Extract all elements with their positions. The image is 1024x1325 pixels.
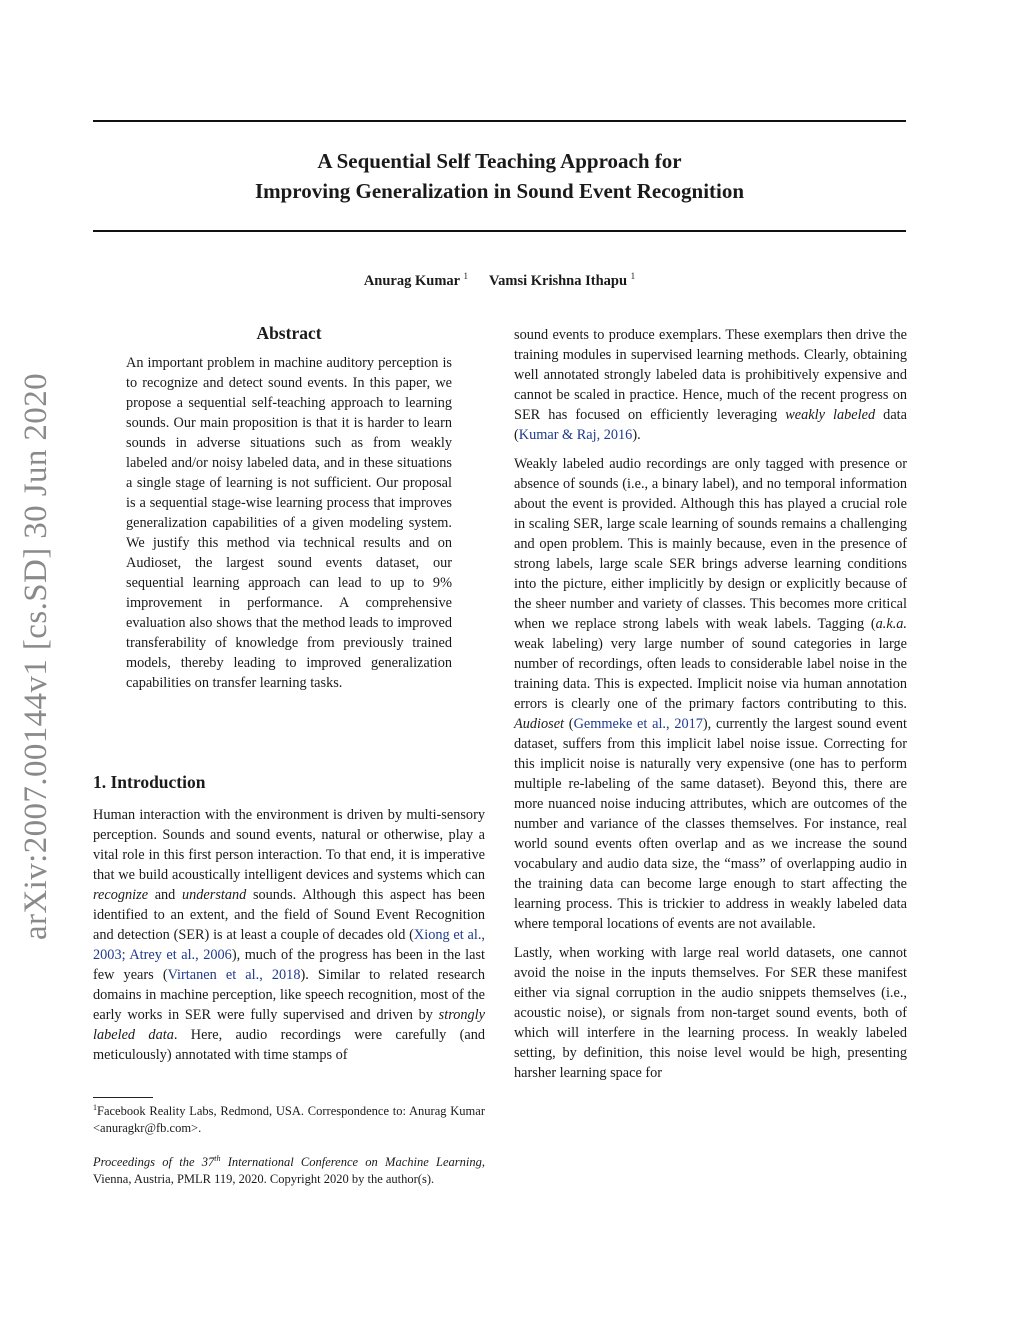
- paragraph: sound events to produce exemplars. These exemplars then drive the training modules in supervised learning methods. Clearly, obtaining well annotated strongly labeled data is prohibitively expensive and cannot be scaled in practice. Hence, much of the recent progress on SER has focused on efficiently leveraging weakly labeled data (Kumar & Raj, 2016).: [514, 327, 907, 443]
- affiliation-footnote: $^1$Facebook Reality Labs, Redmond, USA. Correspondence to: Anurag Kumar <anuragkr@fb.com>.: [93, 1103, 485, 1136]
- abstract-heading: Abstract: [256, 323, 322, 343]
- author-list: [93, 266, 906, 291]
- citation-link[interactable]: Atrey et al., 2006: [129, 947, 232, 963]
- proceedings-note: Proceedings of the 37th International Conference on Machine Learning, Vienna, Austria, PMLR 119, 2020. Copyright 2020 by the author(s).: [93, 1154, 485, 1187]
- affiliation-mark: 1: [463, 271, 468, 281]
- citation-link[interactable]: Gemmeke et al., 2017: [573, 716, 703, 732]
- introduction-body: [93, 805, 485, 1074]
- abstract-text: An important problem in machine auditory perception is to recognize and detect sound events. In this paper, we propose a sequential self-teaching approach to learning sounds. Our main proposition is that it is harder to learn sounds in adverse situations such as from weakly labeled and/or noisy labeled data, and in these situations a single stage of learning is not sufficient. Our proposal is a sequential stage-wise learning process that improves generalization capabilities of a given modeling system. We justify this method via technical results and on Audioset, the largest sound events dataset, our sequential learning approach can lead to up to 9% improvement in performance. A comprehensive evaluation also shows that the method leads to improved transferability of knowledge from previously trained models, thereby leading to improved generalization capabilities on transfer learning tasks.: [126, 355, 452, 691]
- abstract-body: [126, 353, 452, 702]
- author-name: Anurag Kumar: [363, 272, 460, 289]
- title-line-2: Improving Generalization in Sound Event Recognition: [254, 179, 745, 203]
- title-line-1: A Sequential Self Teaching Approach for: [317, 149, 682, 173]
- title-top-rule: [93, 120, 906, 122]
- paragraph: Lastly, when working with large real world datasets, one cannot avoid the noise in the inputs themselves. For SER these manifest either via signal corruption in the audio snippets themselves (i.e., acoustic noise), or signals from non-target sound events, both of which will interfere in the learning process. In weakly labeled setting, by definition, this noise level would be high, presenting harsher learning space for: [514, 945, 907, 1081]
- paragraph: Weakly labeled audio recordings are only tagged with presence or absence of sounds (i.e., a binary label), and no temporal information about the event is provided. Although this has played a crucial role in scaling SER, large scale learning of sounds remains a challenging and open problem. This is mainly because, even in the presence of strong labels, large scale SER brings adverse learning conditions into the picture, either implicitly by design or explicitly because of the sheer number and variety of classes. This becomes more critical when we replace strong labels with weak labels. Tagging (a.k.a. weak labeling) very large number of sound categories in large number of recordings, often leads to considerable label noise in the training data. This is expected. Implicit noise via human annotation errors is clearly one of the primary factors contributing to this. Audioset (Gemmeke et al., 2017), currently the largest sound event dataset, suffers from this implicit label noise issue. Correcting for this implicit noise is naturally very expensive (one has to perform multiple re-labeling of the same dataset). Beyond this, there are more nuanced noise inducing attributes, which are outcomes of the number and variance of the classes themselves. For instance, real world sound events often overlap and as we increase the sound vocabulary and audio data size, the “mass” of overlapping audio in the training data can become large enough to start affecting the learning process. This is trickier to address in weakly labeled data where temporal locations of events are not available.: [514, 456, 907, 932]
- author-name: Vamsi Krishna Ithapu: [488, 272, 628, 289]
- affiliation-mark: 1: [630, 271, 636, 281]
- right-column-body: [514, 325, 907, 1092]
- section-heading-introduction: 1. Introduction: [93, 772, 206, 792]
- title-bottom-rule: [93, 230, 906, 232]
- citation-link[interactable]: Kumar & Raj, 2016: [518, 427, 633, 443]
- paper-title: [93, 146, 906, 206]
- arxiv-identifier: arXiv:2007.00144v1 [cs.SD] 30 Jun 2020: [18, 373, 54, 940]
- footnote-rule: [93, 1097, 153, 1098]
- citation-link[interactable]: Virtanen et al., 2018: [167, 967, 301, 983]
- citation-link[interactable]: Xiong et al., 2003: [93, 927, 485, 963]
- paragraph: Human interaction with the environment is driven by multi-sensory perception. Sounds and sound events, natural or otherwise, play a vital role in this first person interaction. To that end, it is imperative that we build acoustically intelligent devices and systems which can recognize and understand sounds. Although this aspect has been identified to an extent, and the field of Sound Event Recognition and detection (SER) is at least a couple of decades old (Xiong et al., 2003; Atrey et al., 2006), much of the progress has been in the last few years (Virtanen et al., 2018). Similar to related research domains in machine perception, like speech recognition, most of the early works in SER were fully supervised and driven by strongly labeled data. Here, audio recordings were carefully (and meticulously) annotated with time stamps of: [93, 807, 486, 1063]
